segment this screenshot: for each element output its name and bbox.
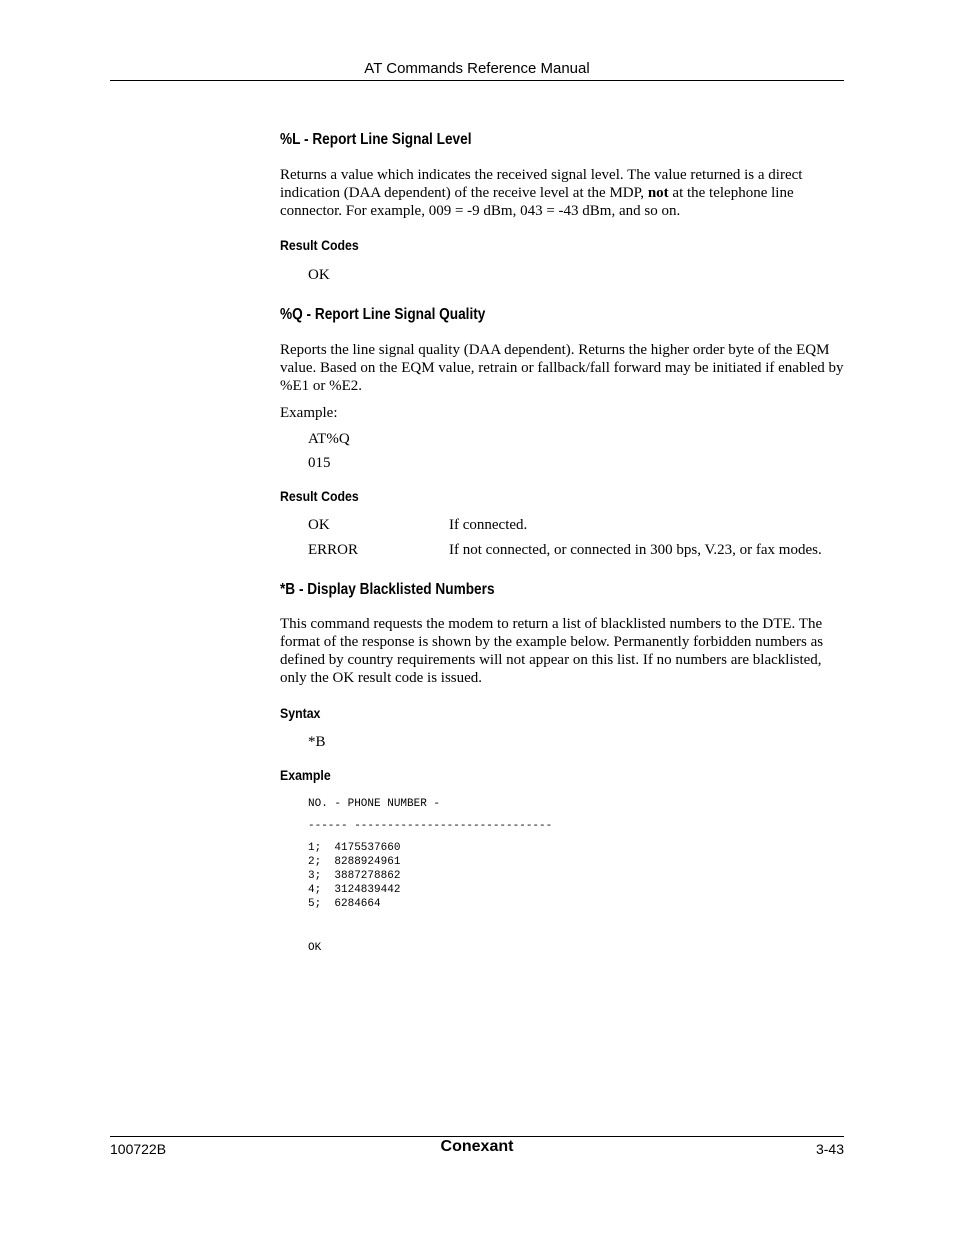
footer-rule (110, 1136, 844, 1137)
syntax-heading: Syntax (280, 705, 321, 721)
result-code-description: If connected. (449, 517, 528, 533)
result-code-description: If not connected, or connected in 300 bps, V.23, or fax modes. (449, 542, 822, 558)
running-header: AT Commands Reference Manual (364, 60, 590, 77)
example-output-row: 2; 8288924961 (308, 856, 401, 868)
section-heading-percent-q: %Q - Report Line Signal Quality (280, 306, 486, 323)
result-code: OK (308, 267, 330, 283)
example-output-ok: OK (308, 942, 322, 954)
paragraph-text-part: Returns a value which indicates the received signal level. The value returned is a direct indication (DAA dependent) of the receive level at the MDP, (280, 167, 803, 201)
header-rule (110, 80, 844, 81)
page-number: 3-43 (815, 1141, 844, 1157)
example-output-separator: ------ ------------------------------ (308, 820, 553, 832)
result-codes-heading: Result Codes (280, 488, 359, 504)
result-code: ERROR (308, 542, 359, 558)
example-output-row: 3; 3887278862 (308, 870, 401, 882)
section-heading-star-b: *B - Display Blacklisted Numbers (280, 581, 495, 598)
example-output-header: NO. - PHONE NUMBER - (308, 798, 441, 810)
result-codes-heading: Result Codes (280, 237, 359, 253)
syntax-value: *B (308, 734, 326, 750)
section-paragraph-percent-q: Reports the line signal quality (DAA dependent). Returns the higher order byte of the EQM value. Based on the EQM value, retrain or fallback/fall forward may be initiated if enabled by %E1 or %E2. (280, 342, 844, 394)
example-command: AT%Q (308, 431, 350, 447)
example-response: 015 (308, 455, 331, 471)
section-paragraph-star-b: This command requests the modem to return a list of blacklisted numbers to the DTE. The format of the response is shown by the example below. Permanently forbidden numbers as defined by country requirements will not appear on this list. If no numbers are blacklisted, only the OK result code is issued. (280, 616, 824, 686)
emphasis-not: not (647, 185, 669, 201)
example-label: Example: (280, 405, 338, 421)
example-output-row: 5; 6284664 (308, 898, 381, 910)
example-output-row: 1; 4175537660 (308, 842, 401, 854)
result-code: OK (308, 517, 330, 533)
section-heading-percent-l: %L - Report Line Signal Level (280, 131, 472, 148)
company-name: Conexant (440, 1138, 514, 1155)
example-output-row: 4; 3124839442 (308, 884, 401, 896)
section-paragraph-percent-l (280, 166, 844, 220)
document-number: 100722B (110, 1141, 167, 1157)
example-heading: Example (280, 767, 331, 783)
paragraph-text-part: at the telephone line connector. For example, 009 = -9 dBm, 043 = -43 dBm, and so on. (280, 185, 794, 219)
